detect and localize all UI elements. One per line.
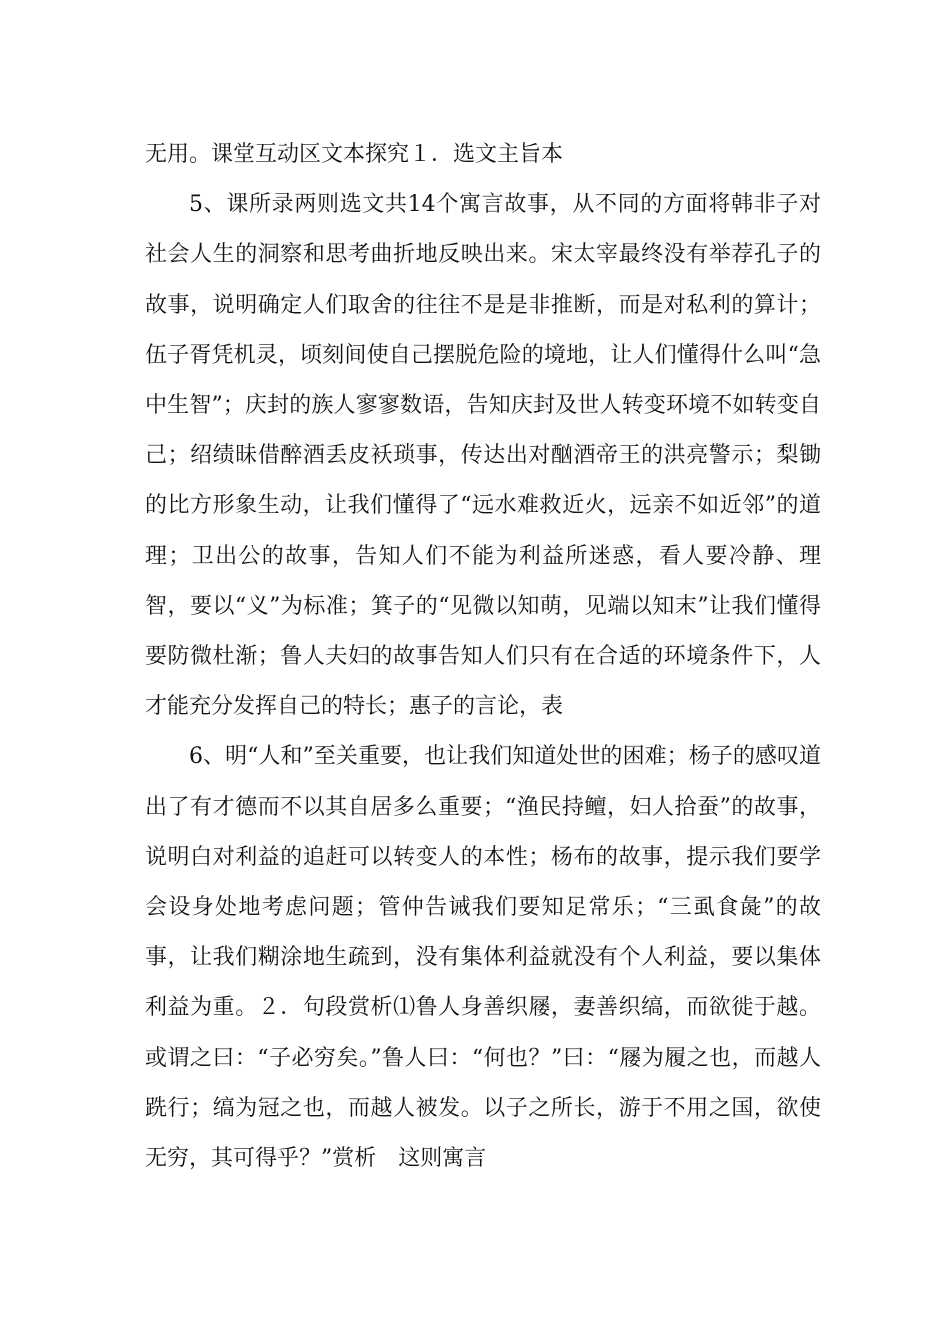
paragraph-2: 5、课所录两则选文共14个寓言故事，从不同的方面将韩非子对社会人生的洞察和思考曲折地反映出来。宋太宰最终没有举荐孔子的故事，说明确定人们取舍的往往不是是非推断，而是对私利的算计；伍子胥凭机灵，顷刻间使自己摆脱危险的境地，让人们懂得什么叫“急中生智”；庆封的族人寥寥数语，告知庆封及世人转变环境不如转变自己；绍绩昧借醉酒丢皮袄琐事，传达出对酗酒帝王的洪亮警示；梨锄的比方形象生动，让我们懂得了“远水难救近火，远亲不如近邻”的道理；卫出公的故事，告知人们不能为利益所迷惑，看人要冷静、理智，要以“义”为标准；箕子的“见微以知萌，见端以知末”让我们懂得要防微杜渐；鲁人夫妇的故事告知人们只有在合适的环境条件下，人才能充分发挥自己的特长；惠子的言论，表 (145, 192, 821, 720)
paragraph-1: 无用。课堂互动区文本探究１．选文主旨本 (145, 142, 564, 167)
document-body (145, 130, 821, 1184)
paragraph-3: 6、明“人和”至关重要，也让我们知道处世的困难；杨子的感叹道出了有才德而不以其自居多么重要；“渔民持鳣，妇人拾蚕”的故事，说明白对利益的追赶可以转变人的本性；杨布的故事，提示我们要学会设身处地考虑问题；管仲告诫我们要知足常乐；“三虱食彘”的故事，让我们糊涂地生疏到，没有集体利益就没有个人利益，要以集体利益为重。２．句段赏析⑴鲁人身善织屦，妻善织缟，而欲徙于越。或谓之曰：“子必穷矣。”鲁人曰：“何也？”曰：“屦为履之也，而越人跣行；缟为冠之也，而越人被发。以子之所长，游于不用之国，欲使无穷，其可得乎？”赏析 这则寓言 (145, 744, 821, 1172)
